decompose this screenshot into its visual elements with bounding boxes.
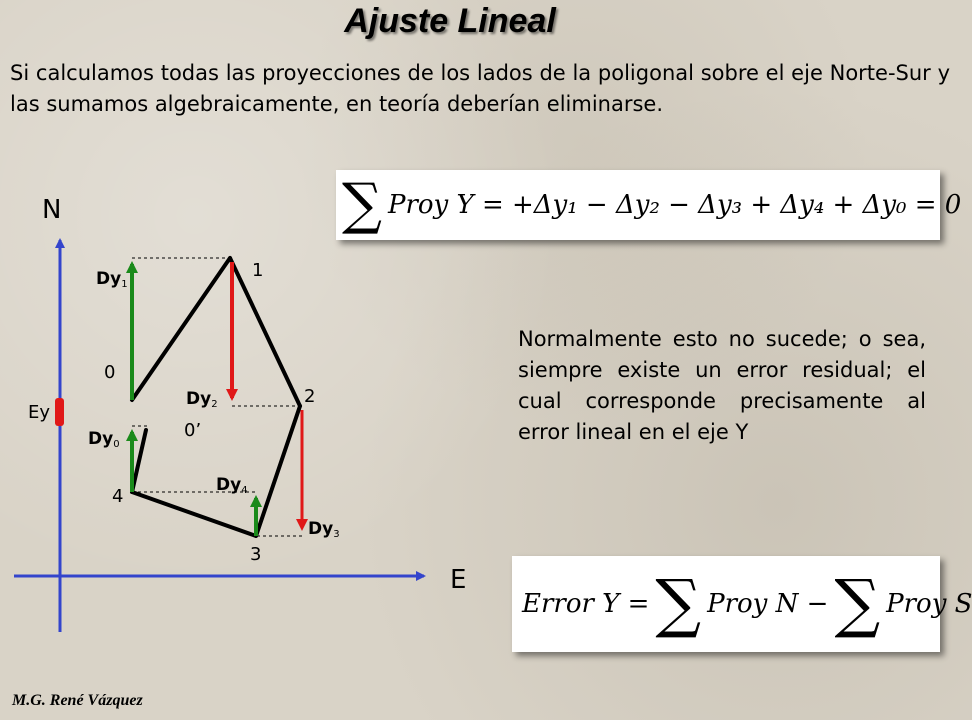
- dy3-label: Dy3: [308, 519, 340, 540]
- sigma-symbol: ∑: [342, 172, 382, 237]
- error-formula-term-south: Proy S: [886, 589, 972, 619]
- vertex-label-0: 0: [104, 362, 116, 383]
- vertex-label-3: 3: [250, 544, 262, 565]
- sigma-symbol-south: ∑: [834, 567, 881, 641]
- vertex-label-4: 4: [112, 486, 124, 507]
- error-formula-lhs: Error Y =: [522, 589, 650, 619]
- dy0-label: Dy0: [88, 429, 120, 450]
- dy1-label: Dy1: [96, 269, 128, 290]
- dy4-label: Dy4: [216, 475, 248, 496]
- vertex-label-2: 2: [304, 386, 316, 407]
- sigma-symbol-north: ∑: [655, 567, 702, 641]
- vertex-label-1: 1: [252, 260, 264, 281]
- error-formula-term-north: Proy N −: [707, 589, 829, 619]
- north-axis-label: N: [42, 195, 62, 225]
- error-y-label: Ey: [28, 402, 51, 423]
- author-credit: M.G. René Vázquez: [12, 692, 143, 709]
- intro-paragraph: Si calculamos todas las proyecciones de los lados de la poligonal sobre el eje Norte-Sur y las sumamos algebraicamente, en teoría deberían eliminarse.: [10, 61, 950, 116]
- east-axis-label: E: [450, 565, 467, 595]
- error-y-bar: [55, 398, 64, 426]
- vertex-label-0-prime: 0’: [184, 420, 202, 441]
- sum-formula-expression: Proy Y = +Δy₁ − Δy₂ − Δy₃ + Δy₄ + Δy₀ = 0: [387, 190, 962, 220]
- slide-title: Ajuste Lineal: [344, 2, 556, 40]
- explanation-paragraph: Normalmente esto no sucede; o sea, siempre existe un error residual; el cual corresponde precisamente al error lineal en el eje Y: [518, 327, 926, 444]
- dy2-label: Dy2: [186, 389, 218, 410]
